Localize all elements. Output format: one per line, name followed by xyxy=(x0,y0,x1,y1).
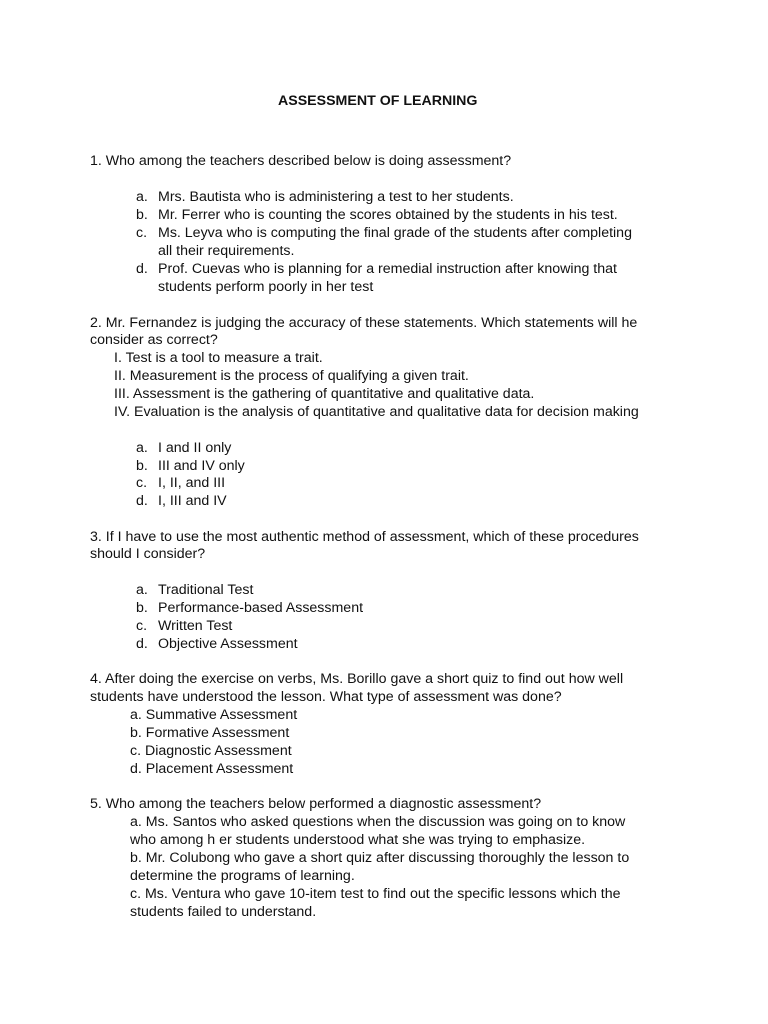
q2-statement-3: III. Assessment is the gathering of quantitative and qualitative data. xyxy=(114,386,535,402)
q5-option-b: b. Mr. Colubong who gave a short quiz after discussing thoroughly the lesson to xyxy=(130,850,630,866)
q2-option-d-letter: d. xyxy=(136,493,148,509)
q2-statement-4: IV. Evaluation is the analysis of quantitative and qualitative data for decision making xyxy=(114,404,639,420)
q5-option-c: c. Ms. Ventura who gave 10-item test to find out the specific lessons which the xyxy=(130,886,621,902)
question-2-stem-cont: consider as correct? xyxy=(90,332,218,348)
q4-option-d: d. Placement Assessment xyxy=(130,761,294,777)
q5-option-a-cont: who among h er students understood what she was trying to emphasize. xyxy=(130,832,586,848)
q1-option-c-text-cont: all their requirements. xyxy=(158,243,295,259)
q1-option-b-letter: b. xyxy=(136,207,148,223)
q2-option-c-text: I, II, and III xyxy=(158,475,226,491)
question-2-stem: 2. Mr. Fernandez is judging the accuracy of these statements. Which statements will he xyxy=(90,315,638,331)
q3-option-c-letter: c. xyxy=(136,618,148,634)
q1-option-d-letter: d. xyxy=(136,261,148,277)
q4-option-c: c. Diagnostic Assessment xyxy=(130,743,292,759)
q4-option-b: b. Formative Assessment xyxy=(130,725,290,741)
q3-option-c-text: Written Test xyxy=(158,618,233,634)
q5-option-c-cont: students failed to understand. xyxy=(130,904,317,920)
q3-option-a-letter: a. xyxy=(136,582,148,598)
q2-statement-2: II. Measurement is the process of qualifying a given trait. xyxy=(114,368,469,384)
q3-option-d-letter: d. xyxy=(136,636,148,652)
q2-option-a-letter: a. xyxy=(136,440,148,456)
q2-option-a-text: I and II only xyxy=(158,440,232,456)
q2-option-d-text: I, III and IV xyxy=(158,493,227,509)
q2-statement-1: I. Test is a tool to measure a trait. xyxy=(114,350,323,366)
question-1-stem: 1. Who among the teachers described below is doing assessment? xyxy=(90,153,512,169)
question-4-stem: 4. After doing the exercise on verbs, Ms. Borillo gave a short quiz to find out how well xyxy=(90,671,624,687)
q1-option-a-letter: a. xyxy=(136,189,148,205)
q3-option-b-text: Performance-based Assessment xyxy=(158,600,364,616)
q1-option-b-text: Mr. Ferrer who is counting the scores obtained by the students in his test. xyxy=(158,207,618,223)
q2-option-b-letter: b. xyxy=(136,458,148,474)
page-title: ASSESSMENT OF LEARNING xyxy=(278,93,478,109)
question-4-stem-cont: students have understood the lesson. What type of assessment was done? xyxy=(90,689,562,705)
q2-option-c-letter: c. xyxy=(136,475,148,491)
question-3-stem: 3. If I have to use the most authentic method of assessment, which of these procedures xyxy=(90,529,639,545)
q5-option-a: a. Ms. Santos who asked questions when the discussion was going on to know xyxy=(130,814,626,830)
q3-option-b-letter: b. xyxy=(136,600,148,616)
q1-option-d-text: Prof. Cuevas who is planning for a remedial instruction after knowing that xyxy=(158,261,617,277)
q3-option-a-text: Traditional Test xyxy=(158,582,254,598)
q1-option-a-text: Mrs. Bautista who is administering a test to her students. xyxy=(158,189,514,205)
q4-option-a: a. Summative Assessment xyxy=(130,707,298,723)
q5-option-b-cont: determine the programs of learning. xyxy=(130,868,355,884)
question-5-stem: 5. Who among the teachers below performed a diagnostic assessment? xyxy=(90,796,542,812)
q2-option-b-text: III and IV only xyxy=(158,458,245,474)
q1-option-c-text: Ms. Leyva who is computing the final grade of the students after completing xyxy=(158,225,632,241)
q1-option-c-letter: c. xyxy=(136,225,148,241)
q3-option-d-text: Objective Assessment xyxy=(158,636,298,652)
question-3-stem-cont: should I consider? xyxy=(90,546,206,562)
q1-option-d-text-cont: students perform poorly in her test xyxy=(158,279,374,295)
